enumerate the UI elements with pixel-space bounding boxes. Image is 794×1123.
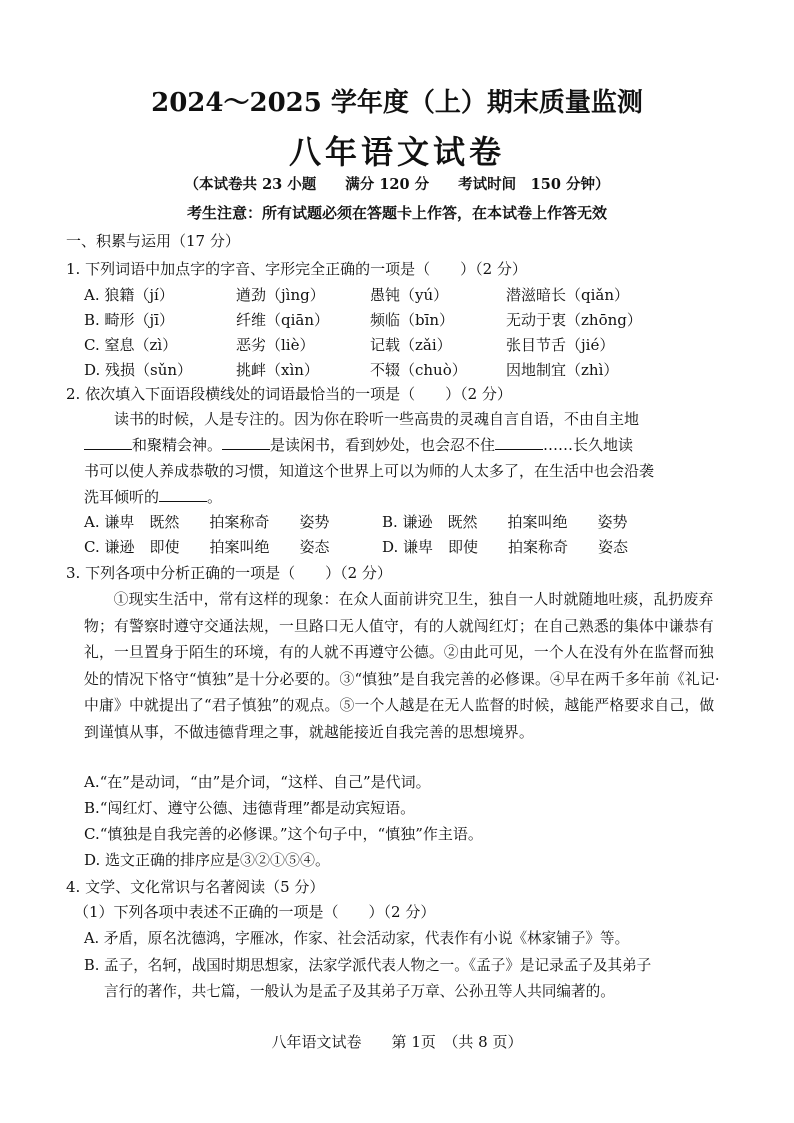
q4-option-a: A. 矛盾，原名沈德鸿，字雁冰，作家、社会活动家，代表作有小说《林家铺子》等。: [84, 930, 630, 947]
page-footer: 八年语文试卷 第 1页 （共 8 页）: [271, 1033, 523, 1051]
q1-option: 潜滋暗长（qiǎn）: [506, 286, 630, 304]
q1-option: 恶劣（liè）: [236, 336, 315, 354]
q1-option: B. 畸形（jī）: [84, 311, 175, 329]
q2-passage-text: 是读闲书，看到妙处，也会忍不住: [270, 436, 496, 454]
question-2-stem: 2. 依次填入下面语段横线处的词语最恰当的一项是（ ）（2 分）: [66, 385, 512, 403]
q2-passage-text: 洗耳倾听的: [84, 488, 160, 506]
q2-passage-text: 和聚精会神。: [132, 436, 223, 454]
exam-subject-title: 八年语文试卷: [288, 133, 505, 171]
q2-passage-line: 读书的时候，人是专注的。因为你在聆听一些高贵的灵魂自言自语，不由自主地: [114, 410, 640, 428]
q1-option: 因地制宜（zhì）: [506, 361, 619, 379]
answer-blank: [495, 434, 543, 450]
q2-passage-line: [84, 486, 222, 508]
q1-option: 张目节舌（jié）: [506, 336, 615, 354]
exam-title: 2024～2025 学年度（上）期末质量监测: [151, 88, 643, 118]
q3-option-c: C.“慎独是自我完善的必修课。”这个句子中，“慎独”作主语。: [84, 825, 483, 843]
answer-blank: [159, 486, 207, 502]
q2-option-a: A. 谦卑 既然 拍案称奇 姿势: [84, 513, 330, 531]
q1-option: 纤维（qiān）: [236, 311, 330, 329]
exam-info: （本试卷共 23 小题 满分 120 分 考试时间 150 分钟）: [184, 176, 610, 193]
q2-option-d: D. 谦卑 即使 拍案称奇 姿态: [382, 538, 629, 556]
q1-option: 愚钝（yú）: [370, 286, 449, 304]
question-1-stem: 1. 下列词语中加点字的字音、字形完全正确的一项是（ ）（2 分）: [66, 260, 527, 278]
q3-option-b: B.“闯红灯、遵守公德、违德背理”都是动宾短语。: [84, 799, 416, 817]
q1-option: 遒劲（jìng）: [236, 286, 325, 304]
exam-notice: 考生注意：所有试题必须在答题卡上作答，在本试卷上作答无效: [186, 204, 607, 222]
q1-option: 记载（zǎi）: [370, 336, 452, 354]
q3-option-a: A.“在”是动词，“由”是介词，“这样、自己”是代词。: [84, 773, 431, 791]
question-4-sub1: （1）下列各项中表述不正确的一项是（ ）（2 分）: [74, 903, 436, 921]
q2-passage-line: 书可以使人养成恭敬的习惯，知道这个世界上可以为师的人太多了，在生活中也会沿袭: [84, 462, 655, 480]
q4-option-b-cont: 言行的著作，共七篇，一般认为是孟子及其弟子万章、公孙丑等人共同编著的。: [104, 983, 615, 1000]
section-heading: 一、积累与运用（17 分）: [66, 232, 240, 250]
answer-blank: [84, 434, 132, 450]
q1-option: A. 狼籍（jí）: [84, 286, 174, 304]
q2-passage-text: ……长久地读: [543, 436, 634, 454]
q3-passage: ①现实生活中，常有这样的现象：在众人面前讲究卫生，独自一人时就随地吐痰，乱扔废弃物；有警察时遵守交通法规，一旦路口无人值守，有的人就闯红灯；在自己熟悉的集体中谦恭有礼，一旦置身于陌生的环境，有的人就不再遵守公德。②由此可见，一个人在没有外在监督而独处的情况下恪守“慎独”是十分必要的。③“慎独”是自我完善的必修课。④早在两千多年前《礼记·中庸》中就提出了“君子慎独”的观点。⑤一个人越是在无人监督的时候，越能严格要求自己，做到谨慎从事，不做违德背理之事，就越能接近自我完善的思想境界。: [84, 591, 720, 741]
question-3-stem: 3. 下列各项中分析正确的一项是（ ）（2 分）: [66, 564, 392, 582]
q1-option: 挑衅（xìn）: [236, 361, 319, 379]
q3-option-d: D. 选文正确的排序应是③②①⑤④。: [84, 851, 331, 869]
q1-option: D. 残损（sǔn）: [84, 361, 193, 379]
q2-option-b: B. 谦逊 既然 拍案叫绝 姿势: [382, 513, 628, 531]
q1-option: 频临（bīn）: [370, 311, 455, 329]
q2-option-c: C. 谦逊 即使 拍案叫绝 姿态: [84, 538, 330, 556]
q2-passage-text: 。: [207, 488, 223, 506]
q1-option: C. 窒息（zì）: [84, 336, 178, 354]
q1-option: 无动于衷（zhōng）: [506, 311, 642, 329]
q2-passage-line: [84, 434, 633, 456]
answer-blank: [222, 434, 270, 450]
q1-option: 不辍（chuò）: [370, 361, 467, 379]
q4-option-b: B. 孟子，名轲，战国时期思想家，法家学派代表人物之一。《孟子》是记录孟子及其弟子: [84, 957, 652, 974]
question-4-stem: 4. 文学、文化常识与名著阅读（5 分）: [66, 878, 325, 896]
